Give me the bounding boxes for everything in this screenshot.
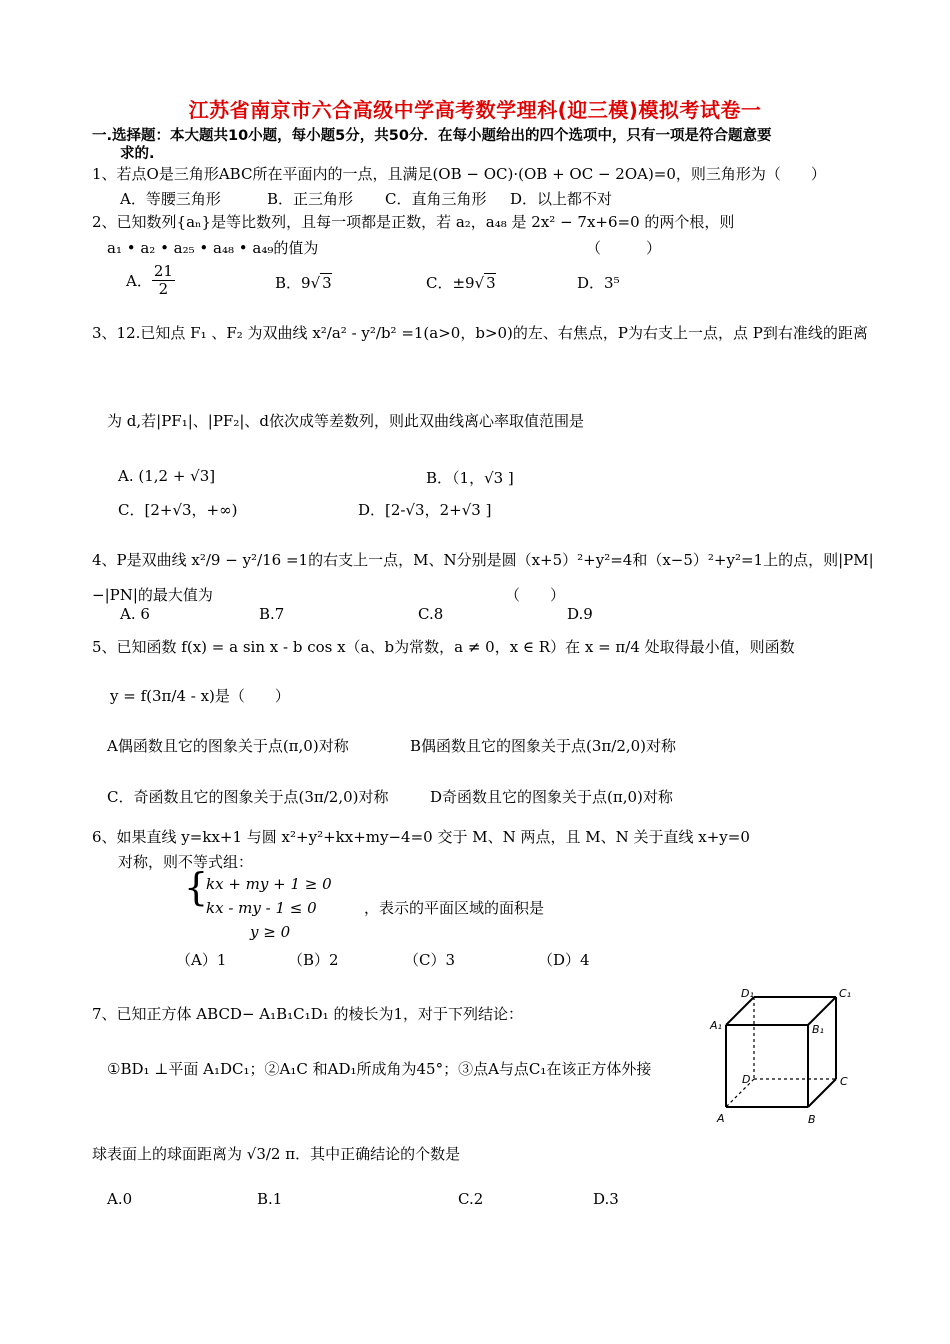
q1-stem: 1、若点O是三角形ABC所在平面内的一点，且满足(OB − OC)·(OB + OC − 2OA)=0，则三角形为（ ） xyxy=(92,165,826,183)
q6-stem-line2: 对称，则不等式组： xyxy=(118,853,254,871)
q2-option-c-radicand: 3 xyxy=(486,274,496,292)
q3-stem-line1: 3、12.已知点 F₁ 、F₂ 为双曲线 x²/a² - y²/b² =1(a>0，b>0)的左、右焦点，P为右支上一点，点 P到右准线的距离 xyxy=(92,324,868,342)
section-heading-line2: 求的. xyxy=(120,146,155,162)
q4-stem-line2: −|PN|的最大值为 xyxy=(92,586,213,604)
q4-answer-blank: （ ） xyxy=(505,586,566,604)
edge-c-b xyxy=(808,1079,836,1107)
q2-option-a-fraction xyxy=(152,263,175,299)
label-a1: A₁ xyxy=(710,1019,722,1032)
q1-option-a: A．等腰三角形 xyxy=(120,190,221,208)
label-b: B xyxy=(808,1113,816,1126)
q6-option-d: （D）4 xyxy=(538,951,590,969)
q3-option-a: A. (1,2 + √3] xyxy=(118,467,216,485)
q2-stem-line2: a₁ • a₂ • a₂₅ • a₄₈ • a₄₉的值为 xyxy=(107,239,319,257)
label-d: D xyxy=(742,1073,751,1086)
q3-option-b: B．（1，√3 ] xyxy=(426,469,514,487)
cube-figure xyxy=(708,985,858,1130)
q6-stem-line1: 6、如果直线 y=kx+1 与圆 x²+y²+kx+my−4=0 交于 M、N 两点，且 M、N 关于直线 x+y=0 xyxy=(92,828,750,846)
q2-option-c-label: C．±9 xyxy=(426,274,475,292)
q4-option-c: C.8 xyxy=(418,605,444,623)
q6-inequality-2: kx - my - 1 ≤ 0 xyxy=(206,899,317,917)
q3-stem-line2: 为 d,若|PF₁|、|PF₂|、d依次成等差数列，则此双曲线离心率取值范围是 xyxy=(107,412,584,430)
label-a: A xyxy=(717,1112,725,1125)
q7-stem-line3: 球表面上的球面距离为 √3/2 π．其中正确结论的个数是 xyxy=(92,1145,461,1163)
q1-option-d: D．以上都不对 xyxy=(510,190,613,208)
label-d1: D₁ xyxy=(741,987,754,1000)
q6-option-b: （B）2 xyxy=(288,951,339,969)
q4-option-b: B.7 xyxy=(259,605,285,623)
q5-option-c: C．奇函数且它的图象关于点(3π/2,0)对称 xyxy=(107,788,389,806)
q2-option-c: C．±9√ 3 xyxy=(426,274,496,292)
q2-stem-line1: 2、已知数列{aₙ}是等比数列，且每一项都是正数，若 a₂，a₄₈ 是 2x² − 7x+6=0 的两个根，则 xyxy=(92,213,735,231)
q7-option-b: B.1 xyxy=(257,1190,283,1208)
q7-option-d: D.3 xyxy=(593,1190,619,1208)
q6-stem-tail: ，表示的平面区域的面积是 xyxy=(364,899,545,917)
label-b1: B₁ xyxy=(812,1023,824,1036)
q2-option-b-radicand: 3 xyxy=(322,274,332,292)
q2-option-d: D．3⁵ xyxy=(577,274,620,292)
q2-option-b-label: B．9 xyxy=(275,274,311,292)
q5-option-a: A偶函数且它的图象关于点(π,0)对称 xyxy=(107,737,349,755)
q3-option-d: D．[2-√3，2+√3 ] xyxy=(358,501,492,519)
q2-option-a-numerator: 21 xyxy=(153,262,173,280)
q2-option-b: B．9√ 3 xyxy=(275,274,332,292)
q6-option-c: （C）3 xyxy=(404,951,456,969)
q5-option-b: B偶函数且它的图象关于点(3π/2,0)对称 xyxy=(410,737,677,755)
edge-c1-b1 xyxy=(808,997,836,1025)
q1-option-c: C．直角三角形 xyxy=(385,190,487,208)
label-c1: C₁ xyxy=(839,987,852,1000)
q5-option-d: D奇函数且它的图象关于点(π,0)对称 xyxy=(430,788,673,806)
q1-option-b: B．正三角形 xyxy=(267,190,354,208)
q4-stem-line1: 4、P是双曲线 x²/9 − y²/16 =1的右支上一点，M、N分别是圆（x+5）²+y²=4和（x−5）²+y²=1上的点，则|PM| xyxy=(92,551,874,569)
q7-stem-line1: 7、已知正方体 ABCD− A₁B₁C₁D₁ 的棱长为1，对于下列结论： xyxy=(92,1005,524,1023)
q5-stem-line2: y = f(3π/4 - x)是（ ） xyxy=(110,687,290,705)
q4-option-a: A. 6 xyxy=(120,605,150,623)
page-title: 江苏省南京市六合高级中学高考数学理科(迎三模)模拟考试卷一 xyxy=(188,98,762,122)
q6-option-a: （A）1 xyxy=(176,951,227,969)
q2-option-a xyxy=(126,263,175,299)
q7-option-a: A.0 xyxy=(107,1190,133,1208)
edge-a1-d1 xyxy=(726,997,754,1025)
q6-inequality-1: kx + my + 1 ≥ 0 xyxy=(206,875,332,893)
q2-option-a-label: A． xyxy=(126,272,152,291)
q3-option-c: C．[2+√3，+∞) xyxy=(118,501,238,519)
q2-answer-blank: （ ） xyxy=(586,239,662,257)
q7-option-c: C.2 xyxy=(458,1190,484,1208)
q2-option-a-denominator: 2 xyxy=(158,280,169,299)
section-heading-line1: 一.选择题：本大题共10小题，每小题5分，共50分．在每小题给出的四个选项中，只有一项是符合题意要 xyxy=(92,128,772,144)
label-c: C xyxy=(840,1075,848,1088)
q4-option-d: D.9 xyxy=(567,605,593,623)
q5-stem-line1: 5、已知函数 f(x) = a sin x - b cos x（a、b为常数，a ≠ 0，x ∈ R）在 x = π/4 处取得最小值，则函数 xyxy=(92,638,795,656)
q6-brace-icon: { xyxy=(184,865,209,909)
q7-stem-line2: ①BD₁ ⊥平面 A₁DC₁；②A₁C 和AD₁所成角为45°；③点A与点C₁在该正方体外接 xyxy=(107,1060,652,1078)
q6-inequality-3: y ≥ 0 xyxy=(250,923,291,941)
